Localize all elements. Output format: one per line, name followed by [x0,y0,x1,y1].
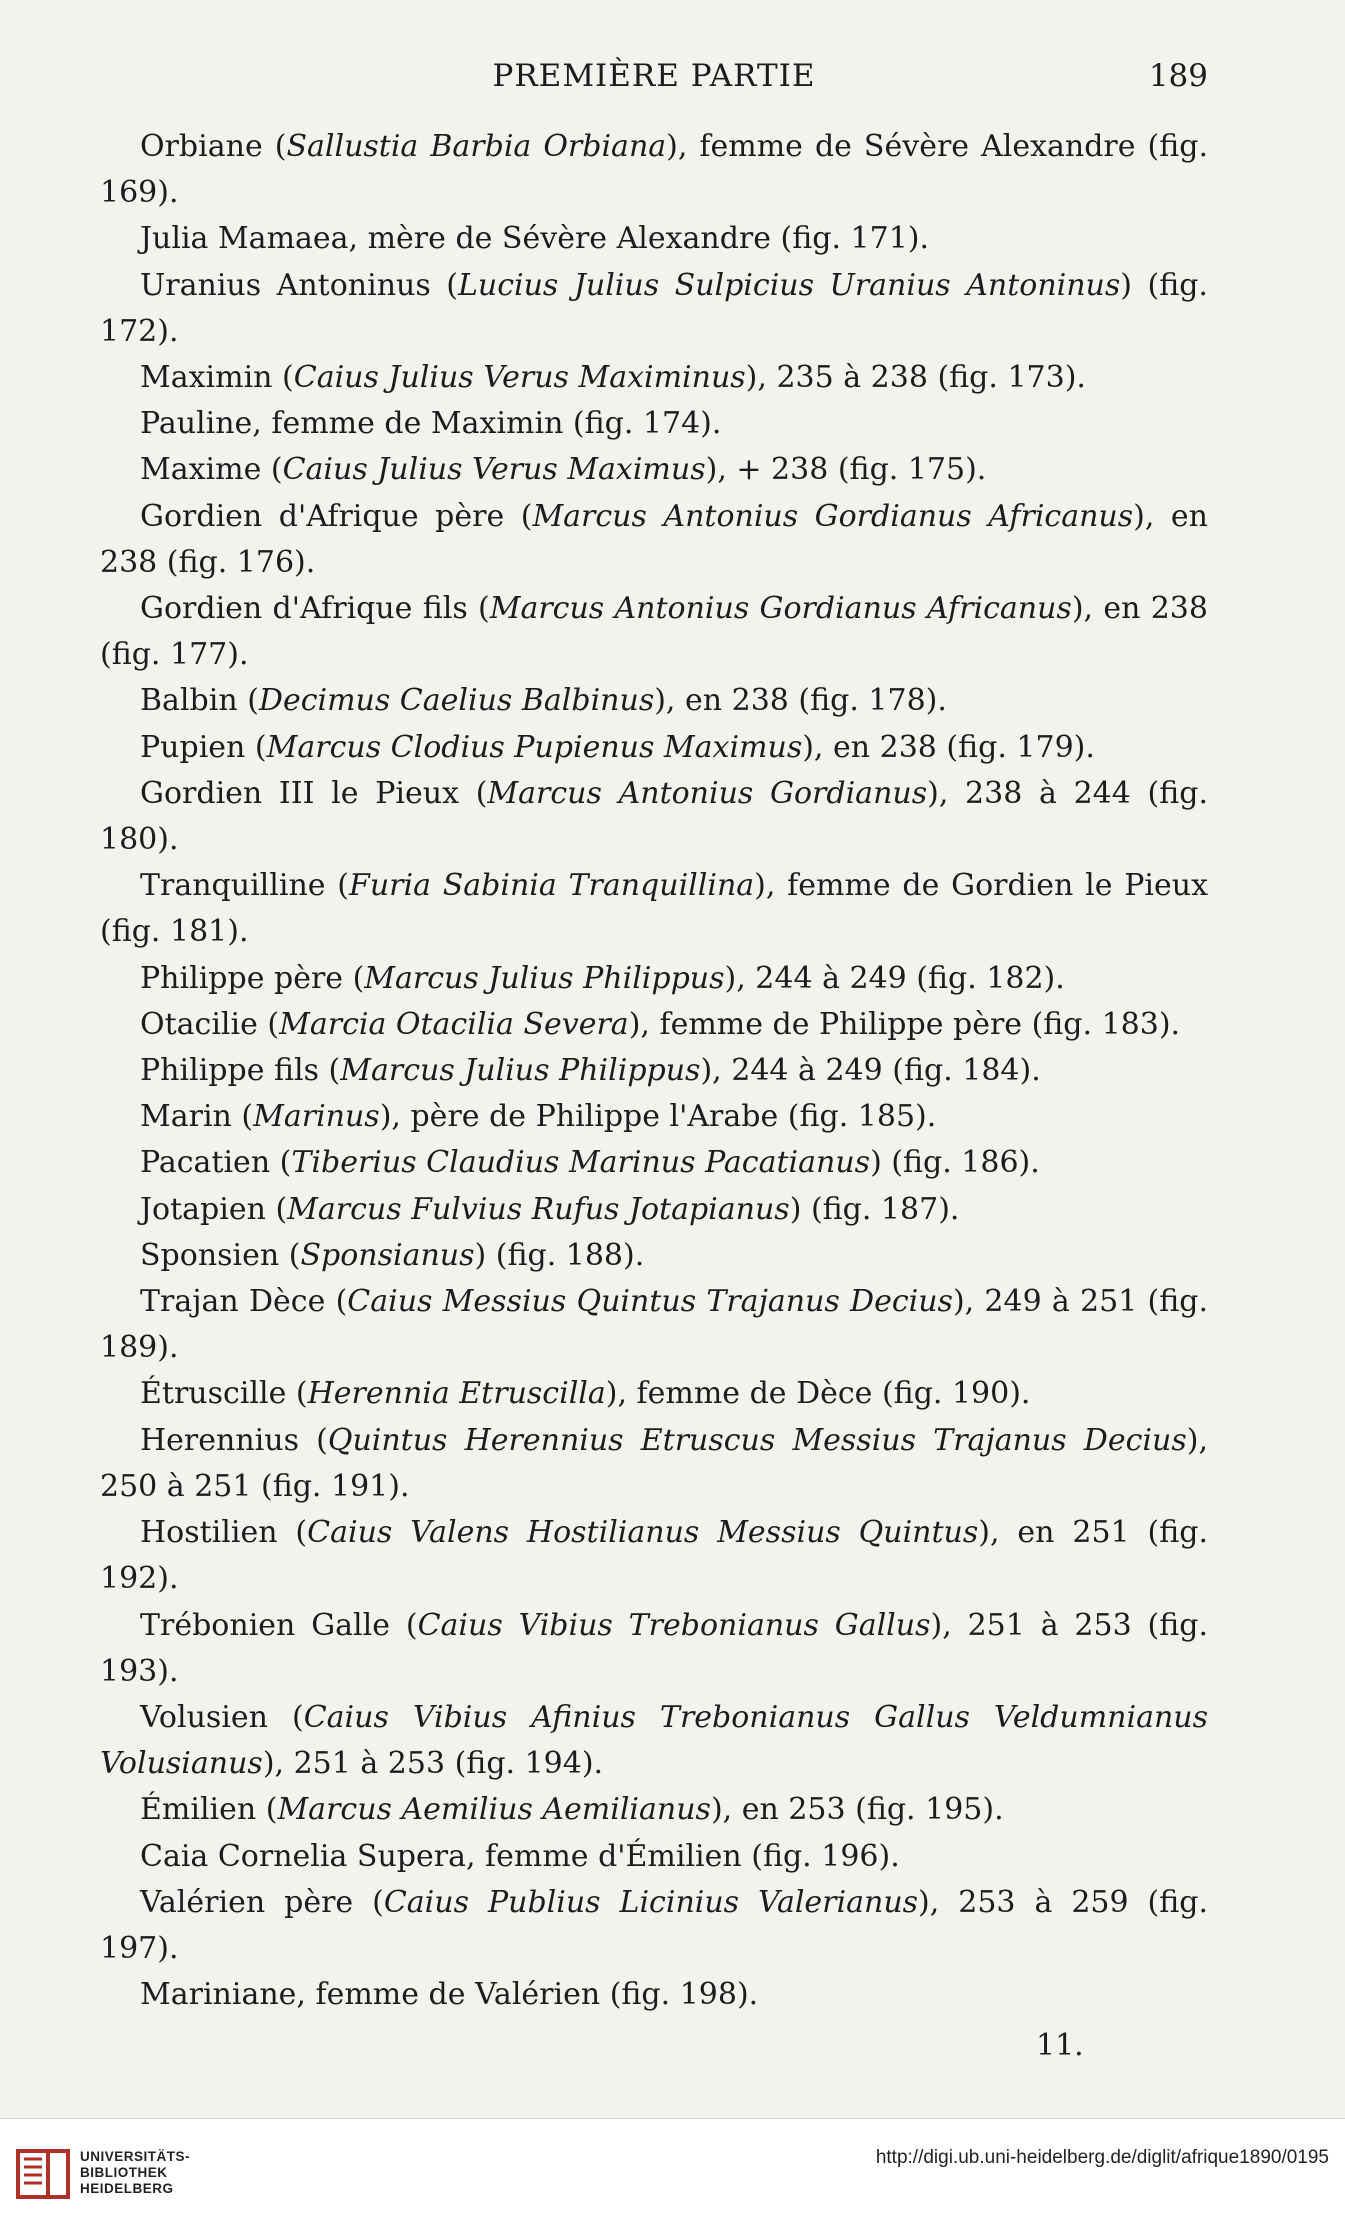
entry-item: Uranius Antoninus (Lucius Julius Sulpicius Uranius Antoninus) (fig. 172). [100,267,1208,349]
entry-details: ), femme de Philippe père (fig. 183). [628,1006,1181,1042]
entry-item: Sponsien (Sponsianus) (fig. 188). [140,1237,645,1273]
entry-item: Philippe fils (Marcus Julius Philippus), 244 à 249 (fig. 184). [140,1053,1041,1089]
entry-name: Gordien III le Pieux [140,775,460,811]
entry-item: Balbin (Decimus Caelius Balbinus), en 238 (fig. 178). [140,683,947,719]
entry-details: ), en 238 (fig. 176). [100,498,1208,580]
entry-details: ) (fig. 188). [474,1237,645,1273]
entry-name: Jotapien [140,1191,266,1227]
entry-details: ), femme de Dèce (fig. 190). [605,1376,1031,1412]
entry-latin-name: Furia Sabinia Tranquillina [349,868,755,904]
entry-latin-name: Marcus Clodius Pupienus Maximus [266,729,803,765]
entry-name: Gordien d'Afrique père [140,498,505,534]
entry-latin-name: Marcia Otacilia Severa [279,1006,629,1042]
entry-item: Gordien d'Afrique père (Marcus Antonius Gordianus Africanus), en 238 (fig. 176). [100,498,1208,580]
library-line: HEIDELBERG [80,2181,174,2196]
entry-item: Gordien d'Afrique fils (Marcus Antonius Gordianus Africanus), en 238 (fig. 177). [100,591,1208,673]
entry-item: Maxime (Caius Julius Verus Maximus), + 238 (fig. 175). [140,452,987,488]
entry-details: ) (fig. 186). [870,1145,1040,1181]
page-header [100,58,1208,108]
entry-item [100,1972,1208,2018]
entry-latin-name: Caius Messius Quintus Trajanus Decius [347,1284,953,1320]
entry-details: ), + 238 (fig. 175). [705,452,987,488]
entry-name: Émilien [140,1792,257,1828]
entry-item: Étruscille (Herennia Etruscilla), femme de Dèce (fig. 190). [140,1376,1031,1412]
entry-name: Caia Cornelia Supera, femme d'Émilien (fig. 196). [140,1838,900,1874]
entry-name: Pacatien [140,1145,271,1181]
entry-name: Trébonien Galle [140,1607,391,1643]
entry-item: Volusien (Caius Vibius Afinius Trebonianus Gallus Veldumnianus Volusianus), 251 à 253 (fig. 194). [100,1699,1208,1782]
entry-details: ), 251 à 253 (fig. 193). [100,1607,1208,1689]
entry-name: Hostilien [140,1515,278,1551]
source-url-link[interactable]: http://digi.ub.uni-heidelberg.de/diglit/afrique1890/0195 [875,2147,1329,2168]
entry-details: ), 253 à 259 (fig. 197). [100,1884,1208,1966]
entry-name: Orbiane [140,129,263,164]
entry-latin-name: Marcus Aemilius Aemilianus [277,1792,711,1828]
library-name [80,2149,300,2197]
entry-details: ), en 238 (fig. 178). [654,683,947,719]
entry-name: Julia Mamaea, mère de Sévère Alexandre (fig. 171). [140,221,930,257]
entry-latin-name: Marcus Fulvius Rufus Jotapianus [287,1191,790,1227]
entry-item [100,216,1208,262]
entry-latin-name: Caius Vibius Trebonianus Gallus [417,1607,931,1643]
entry-item: Pacatien (Tiberius Claudius Marinus Pacatianus) (fig. 186). [140,1145,1040,1181]
entry-details: ), 250 à 251 (fig. 191). [100,1422,1208,1504]
entry-details: ), 235 à 238 (fig. 173). [745,360,1086,396]
entry-name: Philippe fils [140,1053,319,1089]
entry-item: Orbiane (Sallustia Barbia Orbiana), femme de Sévère Alexandre (fig. 169). [100,129,1208,211]
entry-latin-name: Marcus Antonius Gordianus Africanus [532,498,1134,534]
library-line: UNIVERSITÄTS- [80,2149,191,2164]
entry-name: Otacilie [140,1006,258,1042]
entry-details: ) (fig. 172). [100,267,1208,349]
entry-latin-name: Quintus Herennius Etruscus Messius Trajanus Decius [327,1422,1187,1458]
entry-name: Balbin [140,683,238,719]
entry-name: Tranquilline [140,868,326,904]
entry-details: ), 244 à 249 (fig. 182). [724,960,1065,996]
entry-name: Maximin [140,360,273,396]
entry-latin-name: Caius Publius Licinius Valerianus [383,1884,919,1920]
entry-name: Pupien [140,729,246,765]
entry-item: Herennius (Quintus Herennius Etruscus Messius Trajanus Decius), 250 à 251 (fig. 191). [100,1422,1208,1504]
signature-mark: 11. [1036,2028,1084,2063]
entry-item: Marin (Marinus), père de Philippe l'Arabe (fig. 185). [140,1099,937,1135]
entry-name: Pauline, femme de Maximin (fig. 174). [140,406,722,442]
entry-item [100,1834,1208,1880]
entry-name: Gordien d'Afrique fils [140,591,468,627]
entry-details: ), en 238 (fig. 179). [802,729,1095,765]
entry-latin-name: Marcus Julius Philippus [364,960,725,996]
entry-latin-name: Herennia Etruscilla [307,1376,606,1412]
entry-item: Valérien père (Caius Publius Licinius Valerianus), 253 à 259 (fig. 197). [100,1884,1208,1966]
entry-details: ), 244 à 249 (fig. 184). [700,1053,1041,1089]
entry-details: ), père de Philippe l'Arabe (fig. 185). [379,1099,937,1135]
entry-details: ), femme de Sévère Alexandre (fig. 169). [100,129,1208,211]
entry-name: Uranius Antoninus [140,267,431,303]
entry-details: ) (fig. 187). [789,1191,960,1227]
entry-name: Étruscille [140,1376,287,1412]
entry-details: ), en 251 (fig. 192). [100,1515,1208,1597]
library-line: BIBLIOTHEK [80,2165,168,2180]
entry-name: Valérien père [140,1884,354,1920]
entry-latin-name: Marcus Antonius Gordianus Africanus [489,591,1072,627]
entry-item: Tranquilline (Furia Sabinia Tranquillina), femme de Gordien le Pieux (fig. 181). [100,868,1208,950]
entry-latin-name: Marinus [253,1099,380,1135]
entry-item: Otacilie (Marcia Otacilia Severa), femme de Philippe père (fig. 183). [140,1006,1181,1042]
entry-name: Mariniane, femme de Valérien (fig. 198). [140,1977,759,2013]
entry-item [100,401,1208,447]
entry-name: Herennius [140,1422,299,1458]
entry-latin-name: Caius Julius Verus Maximinus [293,360,746,396]
entry-item: Trébonien Galle (Caius Vibius Trebonianus Gallus), 251 à 253 (fig. 193). [100,1607,1208,1689]
entry-details: ), en 238 (fig. 177). [100,591,1208,673]
entry-latin-name: Caius Julius Verus Maximus [282,452,706,488]
footer-bar [0,2118,1345,2223]
entry-latin-name: Caius Vibius Afinius Trebonianus Gallus Veldumnianus Volusianus [100,1699,1208,1782]
entry-item: Émilien (Marcus Aemilius Aemilianus), en 253 (fig. 195). [140,1792,1004,1828]
entry-details: ), femme de Gordien le Pieux (fig. 181). [100,868,1208,950]
entry-name: Trajan Dèce [140,1284,326,1320]
entry-item: Maximin (Caius Julius Verus Maximinus), 235 à 238 (fig. 173). [140,360,1086,396]
entry-latin-name: Lucius Julius Sulpicius Uranius Antoninus [457,267,1121,303]
entry-latin-name: Tiberius Claudius Marinus Pacatianus [291,1145,871,1181]
library-logo-icon [14,2145,72,2203]
entry-item: Philippe père (Marcus Julius Philippus), 244 à 249 (fig. 182). [140,960,1065,996]
entry-item: Hostilien (Caius Valens Hostilianus Messius Quintus), en 251 (fig. 192). [100,1515,1208,1597]
entry-item: Gordien III le Pieux (Marcus Antonius Gordianus), 238 à 244 (fig. 180). [100,775,1208,858]
entry-item: Trajan Dèce (Caius Messius Quintus Trajanus Decius), 249 à 251 (fig. 189). [100,1284,1208,1366]
entry-latin-name: Decimus Caelius Balbinus [258,683,655,719]
entry-item: Jotapien (Marcus Fulvius Rufus Jotapianus) (fig. 187). [140,1191,960,1227]
entry-latin-name: Marcus Antonius Gordianus [487,775,928,811]
entry-list [100,124,1208,2018]
entry-details: ), 249 à 251 (fig. 189). [100,1284,1208,1366]
page-number: 189 [1148,58,1208,94]
entry-name: Maxime [140,452,262,488]
entry-name: Sponsien [140,1237,280,1273]
entry-latin-name: Sallustia Barbia Orbiana [286,129,667,164]
entry-latin-name: Sponsianus [300,1237,475,1273]
running-head: PREMIÈRE PARTIE [492,58,816,94]
entry-details: ), 251 à 253 (fig. 194). [262,1746,604,1782]
entry-name: Marin [140,1099,232,1135]
entry-item: Pupien (Marcus Clodius Pupienus Maximus), en 238 (fig. 179). [140,729,1095,765]
entry-name: Volusien [140,1699,268,1735]
entry-latin-name: Caius Valens Hostilianus Messius Quintus [307,1515,979,1551]
entry-details: ), 238 à 244 (fig. 180). [100,775,1208,858]
entry-details: ), en 253 (fig. 195). [710,1792,1004,1828]
entry-latin-name: Marcus Julius Philippus [340,1053,701,1089]
entry-name: Philippe père [140,960,344,996]
